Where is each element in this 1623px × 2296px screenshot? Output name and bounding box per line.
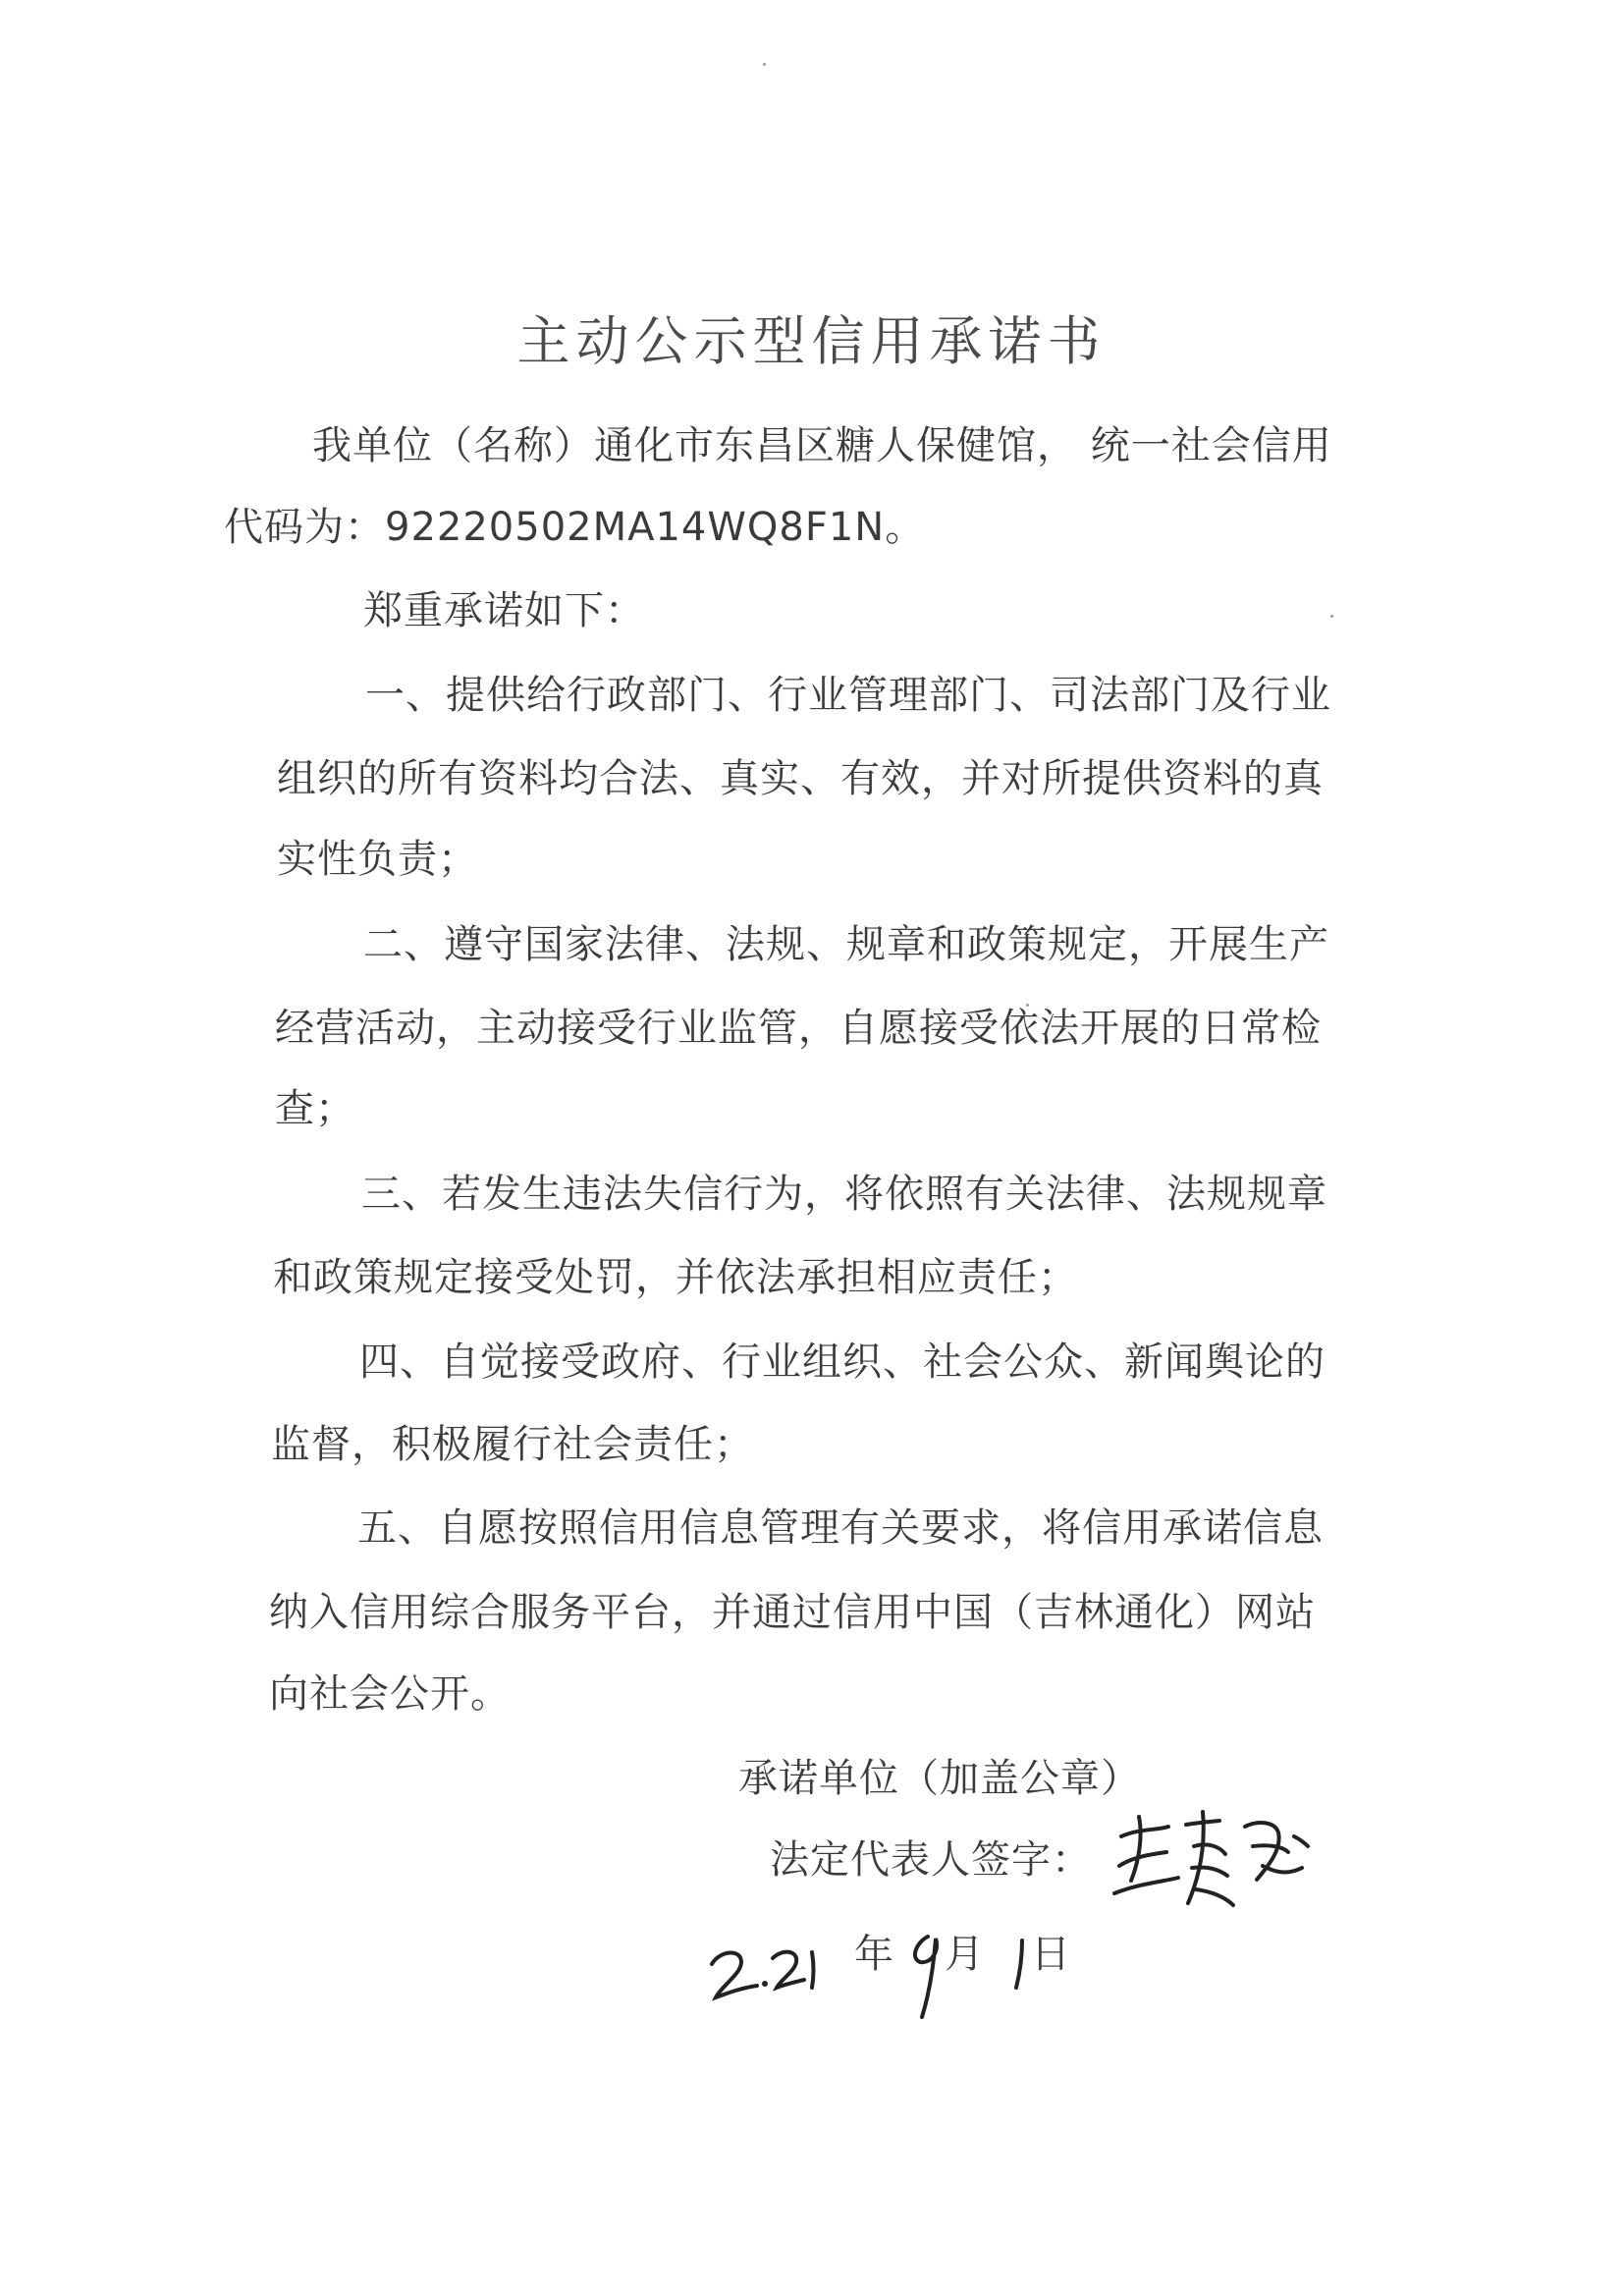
- legal-representative-label: 法定代表人签字：: [770, 1837, 1092, 1883]
- item-1-line-3: 实性负责；: [277, 837, 478, 882]
- seal-unit-label: 承诺单位（加盖公章）: [738, 1756, 1141, 1801]
- item-3-line-2: 和政策规定接受处罚，并依法承担相应责任；: [273, 1255, 1078, 1300]
- item-2-line-2: 经营活动，主动接受行业监管，自愿接受依法开展的日常检: [275, 1006, 1322, 1051]
- scan-speck: [1330, 615, 1333, 618]
- item-1-line-2: 组织的所有资料均合法、真实、有效，并对所提供资料的真: [277, 756, 1324, 801]
- item-4-line-1: 四、自觉接受政府、行业组织、社会公众、新闻舆论的: [359, 1339, 1325, 1385]
- date-day-label: 日: [1031, 1932, 1070, 1977]
- handwritten-signature: [1109, 1807, 1316, 1915]
- date-month-label: 月: [945, 1932, 984, 1977]
- scan-speck: [763, 63, 766, 66]
- item-4-line-2: 监督，积极履行社会责任；: [271, 1422, 754, 1467]
- item-3-line-1: 三、若发生违法失信行为，将依照有关法律、法规规章: [361, 1172, 1327, 1217]
- item-1-line-1: 一、提供给行政部门、行业管理部门、司法部门及行业: [365, 673, 1331, 718]
- date-year-label: 年: [854, 1932, 893, 1977]
- item-2-line-1: 二、遵守国家法律、法规、规章和政策规定，开展生产: [363, 922, 1329, 967]
- document-title: 主动公示型信用承诺书: [516, 310, 1107, 372]
- item-5-line-2: 纳入信用综合服务平台，并通过信用中国（吉林通化）网站: [269, 1590, 1316, 1635]
- item-2-line-3: 查；: [275, 1086, 355, 1131]
- intro-line-2: 代码为：92220502MA14WQ8F1N。: [224, 505, 926, 550]
- lead-text: 郑重承诺如下：: [363, 588, 645, 633]
- item-5-line-1: 五、自愿按照信用信息管理有关要求，将信用承诺信息: [357, 1505, 1324, 1551]
- item-5-line-3: 向社会公开。: [269, 1671, 511, 1717]
- intro-line-1: 我单位（名称）通化市东昌区糖人保健馆， 统一社会信用: [312, 423, 1332, 468]
